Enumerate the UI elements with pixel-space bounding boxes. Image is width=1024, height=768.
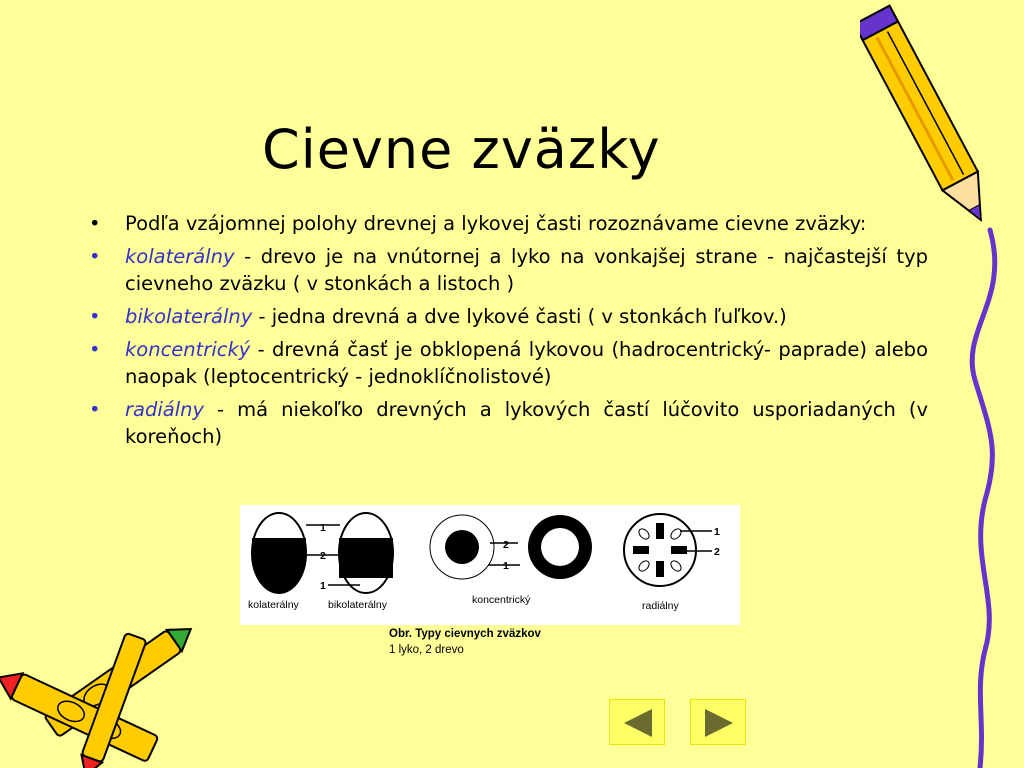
figure-label-koncentricky: koncentrický	[472, 594, 531, 606]
label-number: 1	[503, 560, 509, 572]
next-slide-button[interactable]	[690, 699, 746, 745]
vascular-bundles-figure	[240, 505, 740, 625]
label-number: 2	[503, 539, 509, 551]
bullet-list	[88, 210, 928, 456]
list-item	[88, 210, 928, 237]
koncentricky-diagram	[430, 515, 592, 579]
figure-caption-legend: 1 lyko, 2 drevo	[389, 644, 464, 656]
bullet-term: radiálny	[125, 398, 205, 421]
slide-title: Cievne zväzky	[262, 118, 661, 181]
label-number: 1	[714, 526, 720, 538]
bullet-text: - drevná časť je obklopená lykovou (hadrocentrický- paprade) alebo naopak (leptocentrický - jednoklíčnolistové)	[125, 338, 928, 388]
label-number: 1	[320, 522, 326, 534]
list-item	[88, 336, 928, 390]
bullet-text: - má niekoľko drevných a lykových častí lúčovito usporiadaných (v koreňoch)	[125, 398, 928, 448]
arrow-left-icon	[610, 700, 666, 746]
label-number: 2	[714, 546, 720, 558]
bullet-term: bikolaterálny	[125, 305, 253, 328]
label-number: 1	[320, 580, 326, 592]
bullet-text: - jedna drevná a dve lykové časti ( v stonkách ľuľkov.)	[252, 305, 787, 328]
kolateralny-diagram	[252, 513, 306, 593]
figure-label-bikolateralny: bikolaterálny	[328, 599, 387, 611]
list-item	[88, 396, 928, 450]
bullet-text: Podľa vzájomnej polohy drevnej a lykovej časti rozoznávame cievne zväzky:	[125, 212, 867, 235]
list-item	[88, 243, 928, 297]
bullet-text: - drevo je na vnútornej a lyko na vonkajšej strane - najčastejší typ cievneho zväzku ( v stonkách a listoch )	[125, 245, 928, 295]
bikolateralny-diagram	[339, 513, 393, 593]
label-number: 2	[320, 550, 326, 562]
arrow-right-icon	[691, 700, 747, 746]
previous-slide-button[interactable]	[609, 699, 665, 745]
bullet-term: kolaterálny	[125, 245, 235, 268]
figure-label-radialny: radiálny	[642, 600, 679, 612]
pencil-top-right-icon	[860, 0, 1010, 240]
radialny-diagram	[624, 514, 696, 586]
figure-caption-title: Obr. Typy cievnych zväzkov	[389, 628, 541, 640]
crayons-bottom-left-icon	[0, 618, 210, 768]
bullet-term: koncentrický	[125, 338, 251, 361]
figure-label-kolateralny: kolaterálny	[248, 599, 299, 611]
list-item	[88, 303, 928, 330]
